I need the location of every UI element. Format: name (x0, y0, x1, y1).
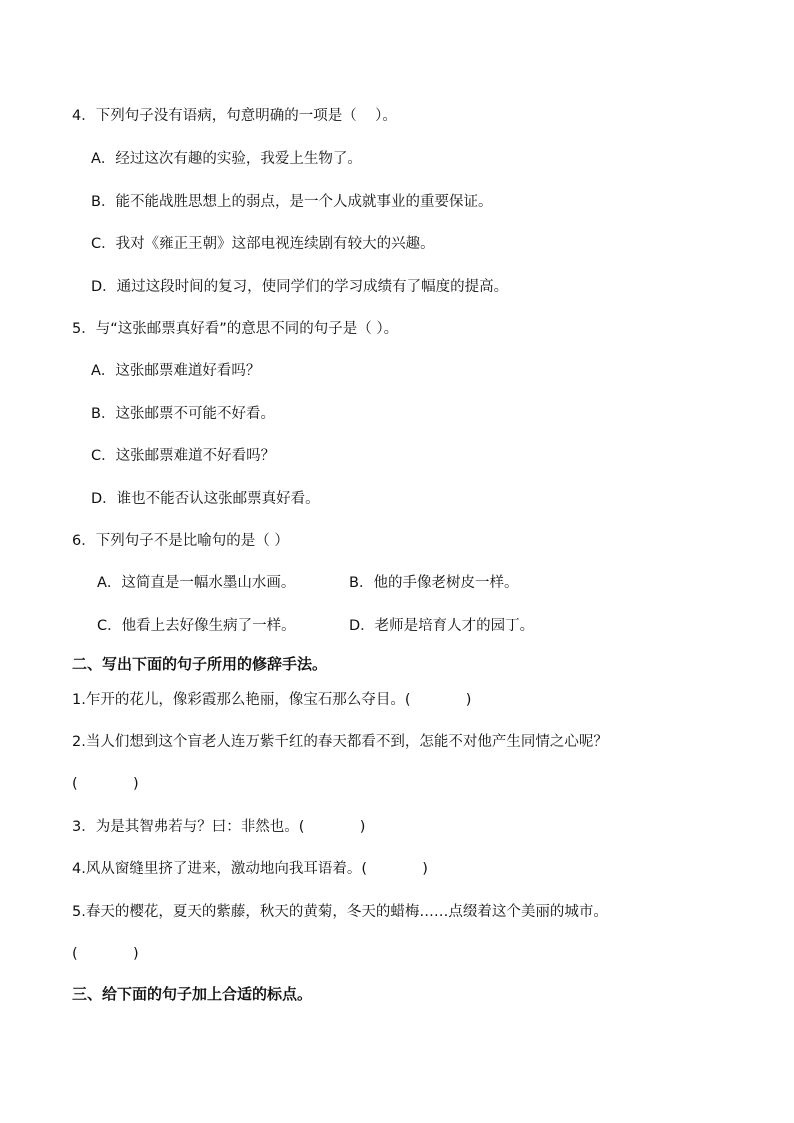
section-2-heading: 二、写出下面的句子所用的修辞手法。 (72, 655, 328, 673)
question-4-option-b: B．能不能战胜思想上的弱点，是一个人成就事业的重要保证。 (91, 194, 493, 210)
section-2-item-1: 1.乍开的花儿，像彩霞那么艳丽，像宝石那么夺目。( ) (72, 692, 472, 708)
section-2-item-2: 2.当人们想到这个盲老人连万紫千红的春天都看不到，怎能不对他产生同情之心呢？ (72, 734, 608, 750)
section-3-heading: 三、给下面的句子加上合适的标点。 (72, 985, 313, 1003)
section-2-item-5: 5.春天的樱花，夏天的紫藤，秋天的黄菊，冬天的蜡梅……点缀着这个美丽的城市。 (72, 904, 608, 920)
question-5-option-a: A．这张邮票难道好看吗？ (91, 363, 261, 379)
section-2-item-5-answer: ( ) (72, 946, 139, 962)
question-6-option-d: D．老师是培育人才的园丁。 (349, 618, 535, 634)
question-6-stem: 6．下列句子不是比喻句的是（ ） (72, 533, 289, 549)
question-4-option-a: A．经过这次有趣的实验，我爱上生物了。 (91, 151, 362, 167)
question-5-option-d: D．谁也不能否认这张邮票真好看。 (91, 491, 320, 507)
question-5-option-c: C．这张邮票难道不好看吗？ (91, 448, 276, 464)
section-2-item-2-answer: ( ) (72, 776, 139, 792)
section-2-item-4: 4.风从窗缝里挤了进来，激动地向我耳语着。( ) (72, 861, 428, 877)
question-5-option-b: B．这张邮票不可能不好看。 (91, 406, 275, 422)
question-6-option-a: A．这简直是一幅水墨山水画。 (97, 575, 296, 591)
question-4-stem: 4．下列句子没有语病，句意明确的一项是（ ）。 (72, 108, 397, 124)
question-4-option-d: D．通过这段时间的复习，使同学们的学习成绩有了幅度的提高。 (91, 279, 509, 295)
section-2-item-3: 3．为是其智弗若与？曰：非然也。( ) (72, 819, 366, 835)
question-4-option-c: C．我对《雍正王朝》这部电视连续剧有较大的兴趣。 (91, 236, 435, 252)
question-5-stem: 5．与“这张邮票真好看”的意思不同的句子是（ ）。 (72, 321, 399, 337)
question-6-option-c: C．他看上去好像生病了一样。 (97, 618, 296, 634)
question-6-option-b: B．他的手像老树皮一样。 (349, 575, 519, 591)
